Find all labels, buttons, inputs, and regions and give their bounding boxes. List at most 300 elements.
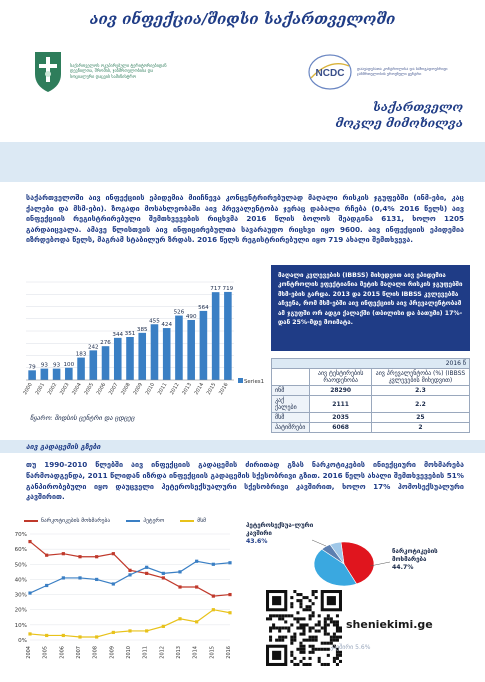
x-tick-label: 2007	[76, 646, 82, 659]
pie-label-hetero	[246, 522, 316, 546]
table-cell-tests: 2111	[310, 396, 372, 413]
pie-label-homo: კავშირი 5.6%	[330, 644, 371, 651]
qr-module	[299, 623, 302, 626]
qr-finder-core	[272, 596, 281, 605]
legend-swatch	[180, 520, 194, 522]
series-point	[28, 540, 31, 543]
transmission-paragraph: თუ 1990-2010 წლებში აივ ინფექციის გადაცემის ძირითად გზას ნარკოტიკების ინიექციური მოხმარება წარმოადგენდა, 2011 წლიდან იზრდა ინფექციის გადაცემის სქესობრივი გზით. 2016 წელს ახალი შემთხვევების 51% განპირობებული იყო დაუცველი ჰეტეროსექსუალური სქესობრივი კავშირით, ხოლო 17% ჰომოსექსუალური კავშირით.	[26, 460, 464, 502]
qr-module	[269, 626, 272, 629]
table-year-row	[272, 359, 470, 369]
qr-module	[339, 636, 342, 639]
bar-category-label: 2007	[107, 382, 120, 397]
qr-module	[299, 645, 302, 648]
qr-module	[302, 630, 305, 633]
table-header-tests: აივ ტესტირების რაოდენობა	[310, 369, 372, 386]
series-point	[112, 631, 115, 634]
bar-category-label: 2014	[193, 382, 206, 397]
qr-module	[333, 636, 336, 639]
table-header-prevalence: აივ პრევალენტობა (%) (IBBSS კვლევების მიხედვით)	[371, 369, 469, 386]
qr-module	[333, 633, 336, 636]
series-point	[212, 594, 215, 597]
qr-module	[333, 660, 336, 663]
ibbss-info-box: მაღალი კვლევების (IBBSS) მიხედვით აივ ეპიდემია კონტროლის ეფექტიანია მეტის მაღალი რისკის ჯგუფებში მსმ-ების გარდა. 2013 და 2015 წლის IBBSS კვლევებმა აჩვენა, რომ მსმ-ებში აივ ინფექციის აივ პრევალენტობამ ამ ჯგუფში ორ ადგი ქალაქში (თბილისი და ბათუმი) 17%-დან 25%-მდე მოიმატა.	[271, 265, 470, 351]
bar	[102, 346, 110, 380]
qr-module	[293, 657, 296, 660]
qr-module	[312, 639, 315, 642]
qr-module	[299, 605, 302, 608]
ncdc-logo	[307, 52, 467, 92]
qr-module	[302, 645, 305, 648]
bar-value-label: 93	[53, 362, 61, 369]
line-chart-svg	[6, 514, 238, 680]
bar	[114, 338, 122, 380]
qr-module	[330, 639, 333, 642]
qr-module	[309, 614, 312, 617]
bar-value-label: 526	[173, 309, 185, 316]
qr-module	[290, 651, 293, 654]
qr-module	[290, 614, 293, 617]
legend-swatch	[126, 520, 140, 522]
qr-module	[315, 590, 318, 593]
y-tick-label: 20%	[14, 607, 27, 614]
qr-module	[336, 626, 339, 629]
series-point	[62, 634, 65, 637]
qr-module	[327, 617, 330, 620]
qr-module	[302, 623, 305, 626]
brand-subtitle: მოკლე მიმოხილვა	[335, 116, 463, 130]
qr-module	[302, 663, 305, 666]
bar-value-label: 564	[198, 304, 209, 311]
x-tick-label: 2012	[159, 646, 166, 659]
qr-module	[336, 620, 339, 623]
legend-label: ჰეტერო	[143, 518, 165, 524]
qr-module	[269, 617, 272, 620]
qr-module	[296, 648, 299, 651]
table-cell-prevalence: 2.3	[371, 386, 469, 396]
table-cell-tests: 28290	[310, 386, 372, 396]
qr-module	[318, 620, 321, 623]
intro-paragraph: საქართველოში აივ ინფექციის ეპიდემია მიიჩნევა კონცენტრირებულად მაღალი რისკის ჯგუფებში (ინმ-ები, კაც ქალები და მსმ-ები). ზოგადი მოსახლეობაში აივ პრევალენტობა ჯერაც დაბალი რჩება (0,4% 2016 წელს) აივ ინფექციის რეგისტრირებული შემთხვევების რიცხვმა 2016 წლის ბოლოს შეადგინა 6131, ხოლო 1205 გარდაიცვალა. ამავე წლისთვის აივ ინფიცირებულთა სავარაუდო რიცხვი იყო 9600. აივ ინფექციის ეპიდემია იზრდებოდა წელს, მაგრამ სტაბილურ ზრდას. 2016 წელს რეგისტრირებული იყო 719 ახალი შემთხვევა.	[26, 193, 464, 245]
x-tick-label: 2015	[209, 646, 216, 659]
series-point	[228, 611, 231, 614]
qr-module	[312, 590, 315, 593]
qr-module	[306, 596, 309, 599]
series-point	[228, 561, 231, 564]
bar-category-label: 2015	[205, 382, 218, 397]
bar	[90, 350, 98, 380]
y-tick-label: 10%	[14, 622, 27, 629]
qr-module	[321, 648, 324, 651]
site-url-link[interactable]: sheniekimi.ge	[346, 618, 433, 631]
qr-module	[339, 626, 342, 629]
qr-module	[296, 626, 299, 629]
qr-module	[275, 614, 278, 617]
bar-category-label: 2003	[58, 382, 71, 397]
bar	[28, 370, 36, 380]
bar-category-label: 2012	[169, 382, 181, 397]
qr-module	[324, 648, 327, 651]
series-point	[128, 573, 131, 576]
qr-module	[318, 657, 321, 660]
table-cell-group: პატიმრები	[272, 423, 310, 433]
qr-module	[312, 645, 315, 648]
ministry-logo	[32, 44, 182, 98]
series-point	[62, 552, 65, 555]
qr-module	[278, 617, 281, 620]
qr-module	[306, 605, 309, 608]
qr-module	[281, 614, 284, 617]
bar-category-label: 2016	[218, 382, 230, 397]
bar-value-label: 717	[210, 286, 221, 293]
qr-module	[324, 617, 327, 620]
qr-module	[339, 660, 342, 663]
qr-module	[290, 660, 293, 663]
qr-module	[293, 590, 296, 593]
qr-module	[312, 636, 315, 639]
qr-module	[287, 614, 290, 617]
pie-label-hetero-name: ჰეტეროსექსუა-ლური კავშირი	[246, 522, 314, 537]
table-year: 2016 წ	[272, 359, 470, 369]
qr-module	[299, 660, 302, 663]
qr-module	[281, 626, 284, 629]
x-tick-label: 2014	[192, 646, 199, 659]
table-row	[272, 413, 470, 423]
series-point	[162, 576, 165, 579]
qr-module	[309, 657, 312, 660]
qr-module	[293, 636, 296, 639]
legend-label: ნარკოტიკების მოხმარება	[41, 518, 111, 524]
x-tick-label: 2009	[109, 646, 116, 659]
bar	[65, 368, 73, 380]
series-point	[212, 608, 215, 611]
series-point	[28, 632, 31, 635]
qr-module	[306, 639, 309, 642]
qr-module	[296, 599, 299, 602]
qr-module	[272, 614, 275, 617]
series-point	[112, 582, 115, 585]
bar	[200, 311, 208, 380]
table-header-row	[272, 369, 470, 386]
bar-chart-caption: წყარო: შიდსის ცენტრი და ცდცეც	[30, 414, 135, 422]
qr-module	[281, 617, 284, 620]
bar-chart-svg	[18, 264, 266, 414]
bar-value-label: 183	[75, 351, 87, 358]
qr-module	[309, 636, 312, 639]
x-tick-label: 2016	[226, 646, 232, 659]
qr-module	[333, 639, 336, 642]
bar	[151, 324, 159, 380]
qr-module	[330, 636, 333, 639]
qr-module	[293, 639, 296, 642]
qr-module	[312, 651, 315, 654]
qr-module	[290, 602, 293, 605]
bar-value-label: 93	[40, 362, 48, 369]
ncdc-emblem-icon	[307, 52, 353, 92]
bar	[41, 369, 49, 380]
series-point	[178, 585, 181, 588]
qr-module	[312, 648, 315, 651]
qr-module	[299, 617, 302, 620]
legend-swatch	[24, 520, 38, 522]
qr-module	[309, 651, 312, 654]
series-point	[95, 555, 98, 558]
series-point	[162, 572, 165, 575]
qr-module	[296, 617, 299, 620]
table-cell-prevalence: 25	[371, 413, 469, 423]
series-point	[228, 593, 231, 596]
qr-module	[318, 630, 321, 633]
qr-module	[318, 614, 321, 617]
qr-module	[309, 605, 312, 608]
series-point	[128, 569, 131, 572]
qr-module	[318, 623, 321, 626]
qr-module	[315, 636, 318, 639]
bar-category-label: 2005	[83, 382, 96, 397]
table-row	[272, 396, 470, 413]
bar-value-label: 455	[149, 318, 160, 325]
qr-module	[269, 614, 272, 617]
table-cell-tests: 2035	[310, 413, 372, 423]
x-tick-label: 2008	[92, 646, 99, 659]
qr-module	[324, 623, 327, 626]
table-cell-group: ინმ	[272, 386, 310, 396]
pie-label-drug-name: ნარკოტიკების მოხმარება	[392, 548, 438, 563]
bar-value-label: 424	[161, 322, 173, 329]
qr-module	[296, 620, 299, 623]
series-point	[162, 625, 165, 628]
qr-module	[290, 642, 293, 645]
qr-finder-core	[272, 651, 281, 660]
legend-item	[24, 518, 110, 524]
qr-module	[299, 593, 302, 596]
qr-module	[333, 657, 336, 660]
bar-category-label: 2006	[95, 382, 108, 397]
pie-label-drug-pct: 44.7%	[392, 564, 414, 571]
qr-module	[293, 633, 296, 636]
qr-module	[336, 663, 339, 666]
qr-module	[309, 663, 312, 666]
qr-module	[299, 599, 302, 602]
title-banner	[0, 142, 485, 182]
qr-module	[324, 620, 327, 623]
y-tick-label: 0%	[18, 638, 27, 644]
bar-category-label: 2000	[22, 382, 34, 397]
bar-category-label: 2004	[71, 382, 83, 397]
qr-module	[336, 623, 339, 626]
qr-module	[324, 663, 327, 666]
bar-category-label: 2013	[181, 382, 193, 397]
qr-module	[278, 614, 281, 617]
qr-module	[336, 636, 339, 639]
qr-module	[290, 654, 293, 657]
qr-module	[315, 648, 318, 651]
qr-module	[309, 626, 312, 629]
qr-module	[275, 639, 278, 642]
bar-category-label: 2011	[156, 382, 169, 397]
qr-module	[339, 654, 342, 657]
table-cell-group: კაქ ქალები	[272, 396, 310, 413]
series-point	[178, 570, 181, 573]
x-tick-label: 2006	[59, 646, 66, 659]
qr-module	[290, 605, 293, 608]
qr-module	[302, 596, 305, 599]
qr-module	[306, 663, 309, 666]
qr-module	[299, 626, 302, 629]
bar	[212, 292, 220, 380]
series-point	[78, 576, 81, 579]
qr-module	[284, 614, 287, 617]
series-point	[128, 629, 131, 632]
qr-module	[290, 596, 293, 599]
qr-module	[312, 611, 315, 614]
qr-module	[290, 639, 293, 642]
transmission-title: აივ გადაცემის გზები	[26, 443, 101, 451]
qr-code-icon[interactable]	[266, 590, 342, 666]
qr-module	[312, 614, 315, 617]
series-point	[45, 554, 48, 557]
bar-category-label: 2008	[120, 382, 132, 397]
qr-module	[293, 663, 296, 666]
qr-module	[321, 642, 324, 645]
bar-value-label: 351	[124, 331, 136, 338]
qr-module	[336, 614, 339, 617]
series-point	[145, 566, 148, 569]
x-tick-label: 2011	[142, 646, 149, 659]
qr-module	[336, 630, 339, 633]
y-tick-label: 70%	[14, 532, 27, 538]
bar-value-label: 385	[136, 326, 148, 333]
qr-module	[312, 626, 315, 629]
y-tick-label: 50%	[14, 562, 27, 569]
qr-module	[324, 633, 327, 636]
qr-module	[302, 608, 305, 611]
qr-module	[315, 639, 318, 642]
qr-module	[324, 642, 327, 645]
qr-module	[299, 602, 302, 605]
qr-module	[309, 608, 312, 611]
qr-module	[336, 651, 339, 654]
bar	[126, 337, 134, 380]
line-chart	[6, 514, 238, 680]
bar	[187, 320, 195, 380]
series-point	[95, 578, 98, 581]
series-point	[178, 617, 181, 620]
qr-module	[290, 636, 293, 639]
qr-module	[309, 630, 312, 633]
series-point	[195, 585, 198, 588]
qr-module	[293, 617, 296, 620]
bar-category-label: 2001	[34, 382, 47, 397]
bar-value-label: 490	[185, 313, 197, 320]
pie-label-hetero-pct: 43.6%	[246, 538, 268, 545]
x-tick-label: 2005	[42, 646, 49, 659]
qr-module	[287, 630, 290, 633]
series-point	[62, 576, 65, 579]
x-tick-label: 2013	[176, 646, 182, 659]
qr-module	[336, 639, 339, 642]
qr-module	[281, 639, 284, 642]
qr-module	[281, 636, 284, 639]
qr-module	[302, 648, 305, 651]
bar	[77, 358, 85, 380]
qr-module	[284, 636, 287, 639]
qr-module	[315, 630, 318, 633]
brand-block	[335, 100, 463, 130]
series-point	[145, 629, 148, 632]
bar-category-label: 2009	[132, 382, 144, 397]
qr-module	[327, 633, 330, 636]
qr-module	[296, 593, 299, 596]
qr-module	[290, 623, 293, 626]
qr-module	[321, 626, 324, 629]
bar-value-label: 79	[28, 364, 36, 371]
series-point	[195, 620, 198, 623]
qr-module	[315, 596, 318, 599]
qr-module	[284, 626, 287, 629]
series-point	[78, 555, 81, 558]
qr-module	[284, 620, 287, 623]
qr-module	[306, 608, 309, 611]
ministry-emblem-icon	[32, 48, 64, 94]
table-cell-prevalence: 2	[371, 423, 469, 433]
qr-module	[333, 620, 336, 623]
qr-module	[269, 636, 272, 639]
bar-value-label: 242	[87, 344, 99, 351]
table-header-empty	[272, 369, 310, 386]
qr-module	[336, 654, 339, 657]
qr-module	[296, 663, 299, 666]
qr-module	[321, 663, 324, 666]
legend-label: მსმ	[197, 518, 207, 524]
qr-module	[327, 623, 330, 626]
qr-module	[302, 651, 305, 654]
series-point	[45, 634, 48, 637]
qr-module	[330, 620, 333, 623]
qr-module	[333, 623, 336, 626]
series-point	[212, 563, 215, 566]
table-row	[272, 386, 470, 396]
qr-module	[287, 626, 290, 629]
table-cell-group: მსმ	[272, 413, 310, 423]
qr-module	[336, 657, 339, 660]
bar-value-label: 276	[100, 340, 111, 347]
qr-module	[266, 617, 269, 620]
series-point	[28, 591, 31, 594]
bar-value-label: 719	[222, 285, 234, 292]
line-chart-legend	[24, 518, 206, 524]
qr-module	[278, 626, 281, 629]
ncdc-name: დაავადებათა კონტროლისა და საზოგადოებრივი ჯანმრთელობის ეროვნული ცენტრი	[357, 66, 448, 76]
qr-module	[299, 648, 302, 651]
qr-module	[312, 602, 315, 605]
qr-module	[302, 657, 305, 660]
qr-finder-core	[327, 596, 336, 605]
table-row	[272, 423, 470, 433]
qr-module	[312, 593, 315, 596]
bar-category-label: 2002	[46, 382, 59, 397]
qr-module	[327, 663, 330, 666]
series-point	[195, 560, 198, 563]
bar	[138, 333, 146, 380]
brand-country: საქართველო	[372, 100, 463, 114]
legend-item	[126, 518, 164, 524]
qr-module	[296, 611, 299, 614]
testing-table	[271, 358, 470, 433]
qr-module	[299, 633, 302, 636]
bar	[53, 369, 61, 380]
qr-module	[315, 623, 318, 626]
qr-module	[302, 626, 305, 629]
